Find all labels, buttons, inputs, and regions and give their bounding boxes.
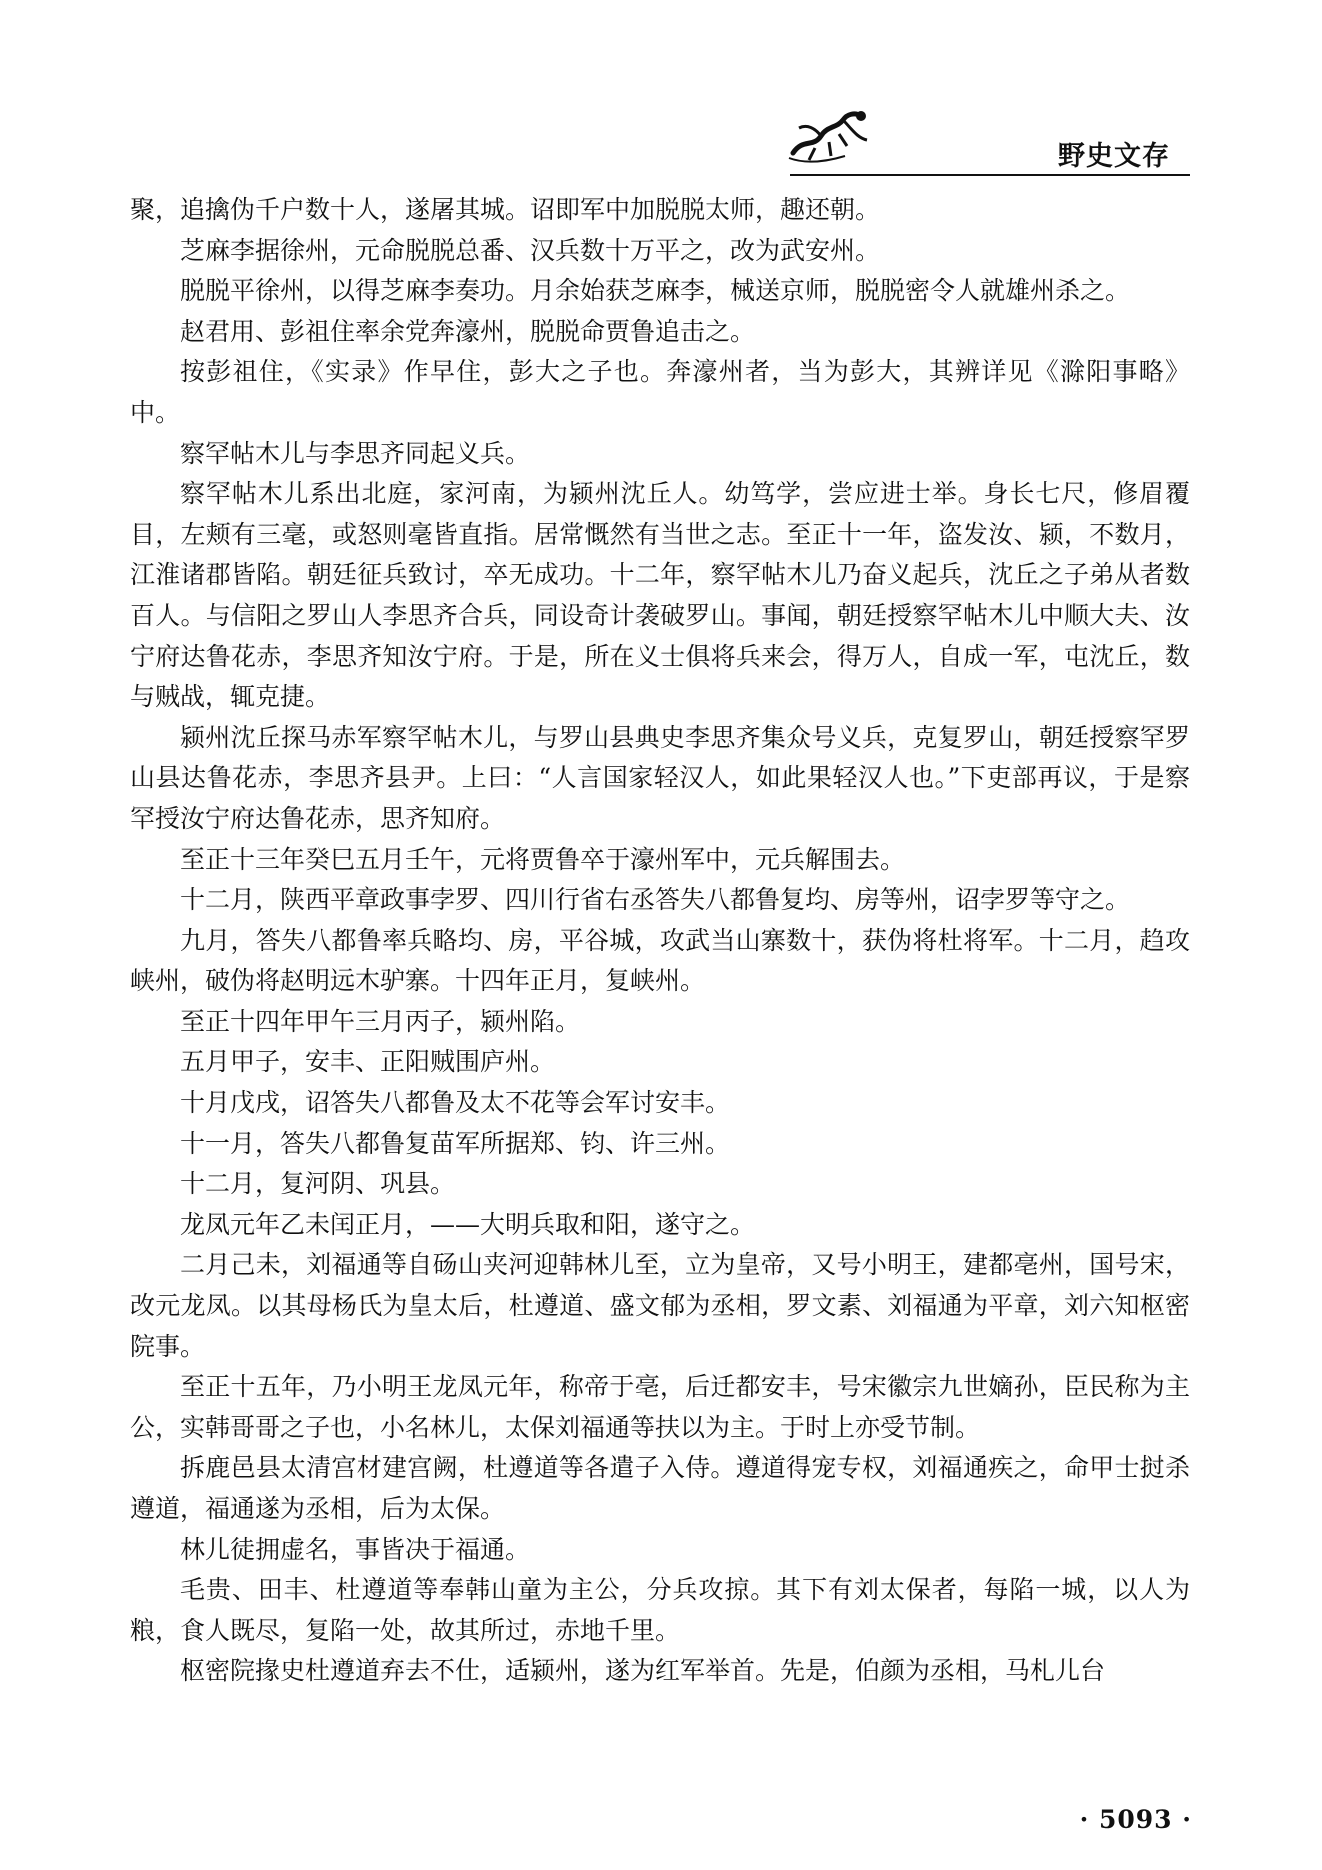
paragraph: 颍州沈丘探马赤军察罕帖木儿，与罗山县典史李思齐集众号义兵，克复罗山，朝廷授察罕罗山县达鲁花赤，李思齐县尹。上曰：“人言国家轻汉人，如此果轻汉人也。”下吏部再议，于是察罕授汝宁府达鲁花赤，思齐知府。 (130, 722, 1190, 833)
paragraph: 察罕帖木儿与李思齐同起义兵。 (180, 438, 531, 468)
paragraph: 拆鹿邑县太清宫材建宫阙，杜遵道等各遣子入侍。遵道得宠专权，刘福通疾之，命甲士挝杀遵道，福通遂为丞相，后为太保。 (130, 1453, 1190, 1523)
paragraph: 九月，答失八都鲁率兵略均、房，平谷城，攻武当山寨数十，获伪将杜将军。十二月，趋攻峡州，破伪将赵明远木驴寨。十四年正月，复峡州。 (130, 925, 1190, 996)
paragraph: 五月甲子，安丰、正阳贼围庐州。 (180, 1047, 556, 1077)
paragraph: 林儿徒拥虚名，事皆决于福通。 (180, 1534, 531, 1564)
page-number: · 5093 · (1079, 1805, 1192, 1834)
paragraph: 聚，追擒伪千户数十人，遂屠其城。诏即军中加脱脱太师，趣还朝。 (130, 195, 881, 224)
dragon-emblem-icon (785, 98, 875, 170)
paragraph: 十二月，复河阴、巩县。 (180, 1169, 456, 1199)
paragraph: 十月戊戌，诏答失八都鲁及太不花等会军讨安丰。 (180, 1088, 731, 1118)
paragraph: 按彭祖住，《实录》作早住，彭大之子也。奔濠州者，当为彭大，其辨详见《滁阳事略》中。 (130, 357, 1190, 427)
paragraph: 至正十四年甲午三月丙子，颍州陷。 (180, 1006, 581, 1036)
paragraph: 芝麻李据徐州，元命脱脱总番、汉兵数十万平之，改为武安州。 (180, 235, 881, 265)
header-title: 野史文存 (1058, 141, 1170, 172)
paragraph: 赵君用、彭祖住率余党奔濠州，脱脱命贾鲁追击之。 (180, 316, 756, 346)
paragraph: 毛贵、田丰、杜遵道等奉韩山童为主公，分兵攻掠。其下有刘太保者，每陷一城，以人为粮，食人既尽，复陷一处，故其所过，赤地千里。 (130, 1575, 1190, 1645)
running-header (130, 98, 1190, 178)
paragraph: 二月己未，刘福通等自砀山夹河迎韩林儿至，立为皇帝，又号小明王，建都亳州，国号宋，改元龙凤。以其母杨氏为皇太后，杜遵道、盛文郁为丞相，罗文素、刘福通为平章，刘六知枢密院事。 (130, 1250, 1190, 1361)
paragraph: 至正十三年癸巳五月壬午，元将贾鲁卒于濠州军中，元兵解围去。 (180, 844, 906, 874)
paragraph: 脱脱平徐州，以得芝麻李奏功。月余始获芝麻李，械送京师，脱脱密令人就雄州杀之。 (180, 276, 1131, 306)
paragraph: 十二月，陕西平章政事孛罗、四川行省右丞答失八都鲁复均、房等州，诏孛罗等守之。 (180, 885, 1131, 915)
paragraph: 枢密院掾史杜遵道弃去不仕，适颍州，遂为红军举首。先是，伯颜为丞相，马札儿台 (180, 1656, 1106, 1686)
body-text (130, 190, 1190, 1692)
paragraph: 至正十五年，乃小明王龙凤元年，称帝于亳，后迁都安丰，号宋徽宗九世嫡孙，臣民称为主公，实韩哥哥之子也，小名林儿，太保刘福通等扶以为主。于时上亦受节制。 (130, 1372, 1190, 1442)
header-divider (790, 174, 1190, 176)
paragraph: 察罕帖木儿系出北庭，家河南，为颍州沈丘人。幼笃学，尝应进士举。身长七尺，修眉覆目，左颊有三毫，或怒则毫皆直指。居常慨然有当世之志。至正十一年，盗发汝、颍，不数月，江淮诸郡皆陷。朝廷征兵致讨，卒无成功。十二年，察罕帖木儿乃奋义起兵，沈丘之子弟从者数百人。与信阳之罗山人李思齐合兵，同设奇计袭破罗山。事闻，朝廷授察罕帖木儿中顺大夫、汝宁府达鲁花赤，李思齐知汝宁府。于是，所在义士俱将兵来会，得万人，自成一军，屯沈丘，数与贼战，辄克捷。 (130, 479, 1190, 712)
paragraph: 龙凤元年乙未闰正月，——大明兵取和阳，遂守之。 (180, 1209, 756, 1239)
paragraph: 十一月，答失八都鲁复苗军所据郑、钧、许三州。 (180, 1128, 731, 1158)
